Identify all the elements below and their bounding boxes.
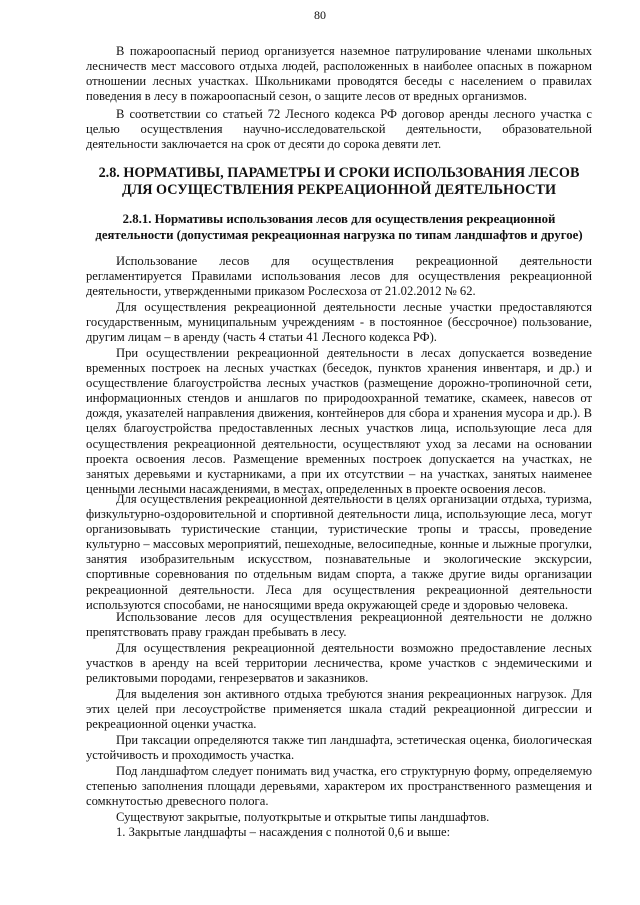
paragraph-landscape-definition: Под ландшафтом следует понимать вид участка, его структурную форму, определяемую степенью заполнения площади деревьями, характером их пространственного размещения и сомкнутостью древесного полога.	[86, 764, 592, 809]
paragraph-landscape-types: Существуют закрытые, полуоткрытые и открытые типы ландшафтов.	[116, 810, 490, 824]
paragraph-provision: Для осуществления рекреационной деятельности лесные участки предоставляются государственным, муниципальным учреждениям - в постоянное (бессрочное) пользование, другим лицам – в аренду (часть 4 статьи 41 Лесного кодекса РФ).	[86, 300, 592, 345]
page-number: 80	[314, 8, 326, 22]
paragraph-recreation-activities: Для осуществления рекреационной деятельности в целях организации отдыха, туризма, физкультурно-оздоровительной и спортивной деятельности лица, использующие леса, могут организовывать туристические станции, туристические тропы и трассы, проведение культурно – массовых мероприятий, пешеходные, велосипедные, конные и лыжные прогулки, занятия изобразительным искусством, познавательные и экологические экскурсии, спортивные соревнования по отдельным видам спорта, а также другие виды организации рекреационной деятельности. Леса для осуществления рекреационной деятельности используются способами, не наносящими вреда окружающей среде и здоровью человека.	[86, 492, 592, 612]
paragraph-regulation: Использование лесов для осуществления рекреационной деятельности регламентируется Правилами использования лесов для осуществления рекреационной деятельности, утвержденными приказом Рослесхоза от 21.02.2012 № 62.	[86, 254, 592, 299]
paragraph-patrol: В пожароопасный период организуется наземное патрулирование членами школьных лесничеств мест массового отдыха людей, расположенных в наиболее опасных в пожарном отношении лесных участках. Школьниками проводятся беседы с населением о правилах поведения в лесу в пожароопасный сезон, о защите лесов от вредных организмов.	[86, 44, 592, 104]
paragraph-lease-territory: Для осуществления рекреационной деятельности возможно предоставление лесных участков в аренду на всей территории лесничества, кроме участков с эндемическими и реликтовыми породами, генрезерватов и заказников.	[86, 641, 592, 686]
paragraph-public-access: Использование лесов для осуществления рекреационной деятельности не должно препятствовать праву граждан пребывать в лесу.	[86, 610, 592, 640]
subsection-heading: 2.8.1. Нормативы использования лесов для осуществления рекреационной деятельности (допустимая рекреационная нагрузка по типам ландшафтов и другое)	[95, 212, 583, 242]
section-heading: 2.8. НОРМАТИВЫ, ПАРАМЕТРЫ И СРОКИ ИСПОЛЬЗОВАНИЯ ЛЕСОВ ДЛЯ ОСУЩЕСТВЛЕНИЯ РЕКРЕАЦИОННОЙ ДЕЯТЕЛЬНОСТИ	[98, 165, 580, 198]
paragraph-taxation: При таксации определяются также тип ландшафта, эстетическая оценка, биологическая устойчивость и проходимость участка.	[86, 733, 592, 763]
paragraph-closed-landscapes: 1. Закрытые ландшафты – насаждения с полнотой 0,6 и выше:	[116, 825, 451, 839]
paragraph-temporary-buildings: При осуществлении рекреационной деятельности в лесах допускается возведение временных построек на лесных участках (беседок, пунктов хранения инвентаря, и др.) и осуществление благоустройства лесных участков (размещение дорожно-тропиночной сети, информационных стендов и аншлагов по природоохранной тематике, скамеек, навесов от дождя, указателей направления движения, контейнеров для сбора и хранения мусора и др.). В целях благоустройства предоставленных лесных участков лица, использующие леса для осуществления рекреационной деятельности, осуществляют уход за лесами на основании проекта освоения лесов. Размещение временных построек допускается на участках, не занятых деревьями и кустарниками, а при их отсутствии – на участках, занятых наименее ценными лесными насаждениями, в местах, определенных в проекте освоения лесов.	[86, 346, 592, 496]
paragraph-recreation-loads: Для выделения зон активного отдыха требуются знания рекреационных нагрузок. Для этих целей при лесоустройстве применяется шкала стадий рекреационной дигрессии и рекреационной оценки участка.	[86, 687, 592, 732]
paragraph-lease-term: В соответствии со статьей 72 Лесного кодекса РФ договор аренды лесного участка с целью осуществления научно-исследовательской деятельности, образовательной деятельности заключается на срок от десяти до сорока девяти лет.	[86, 107, 592, 152]
